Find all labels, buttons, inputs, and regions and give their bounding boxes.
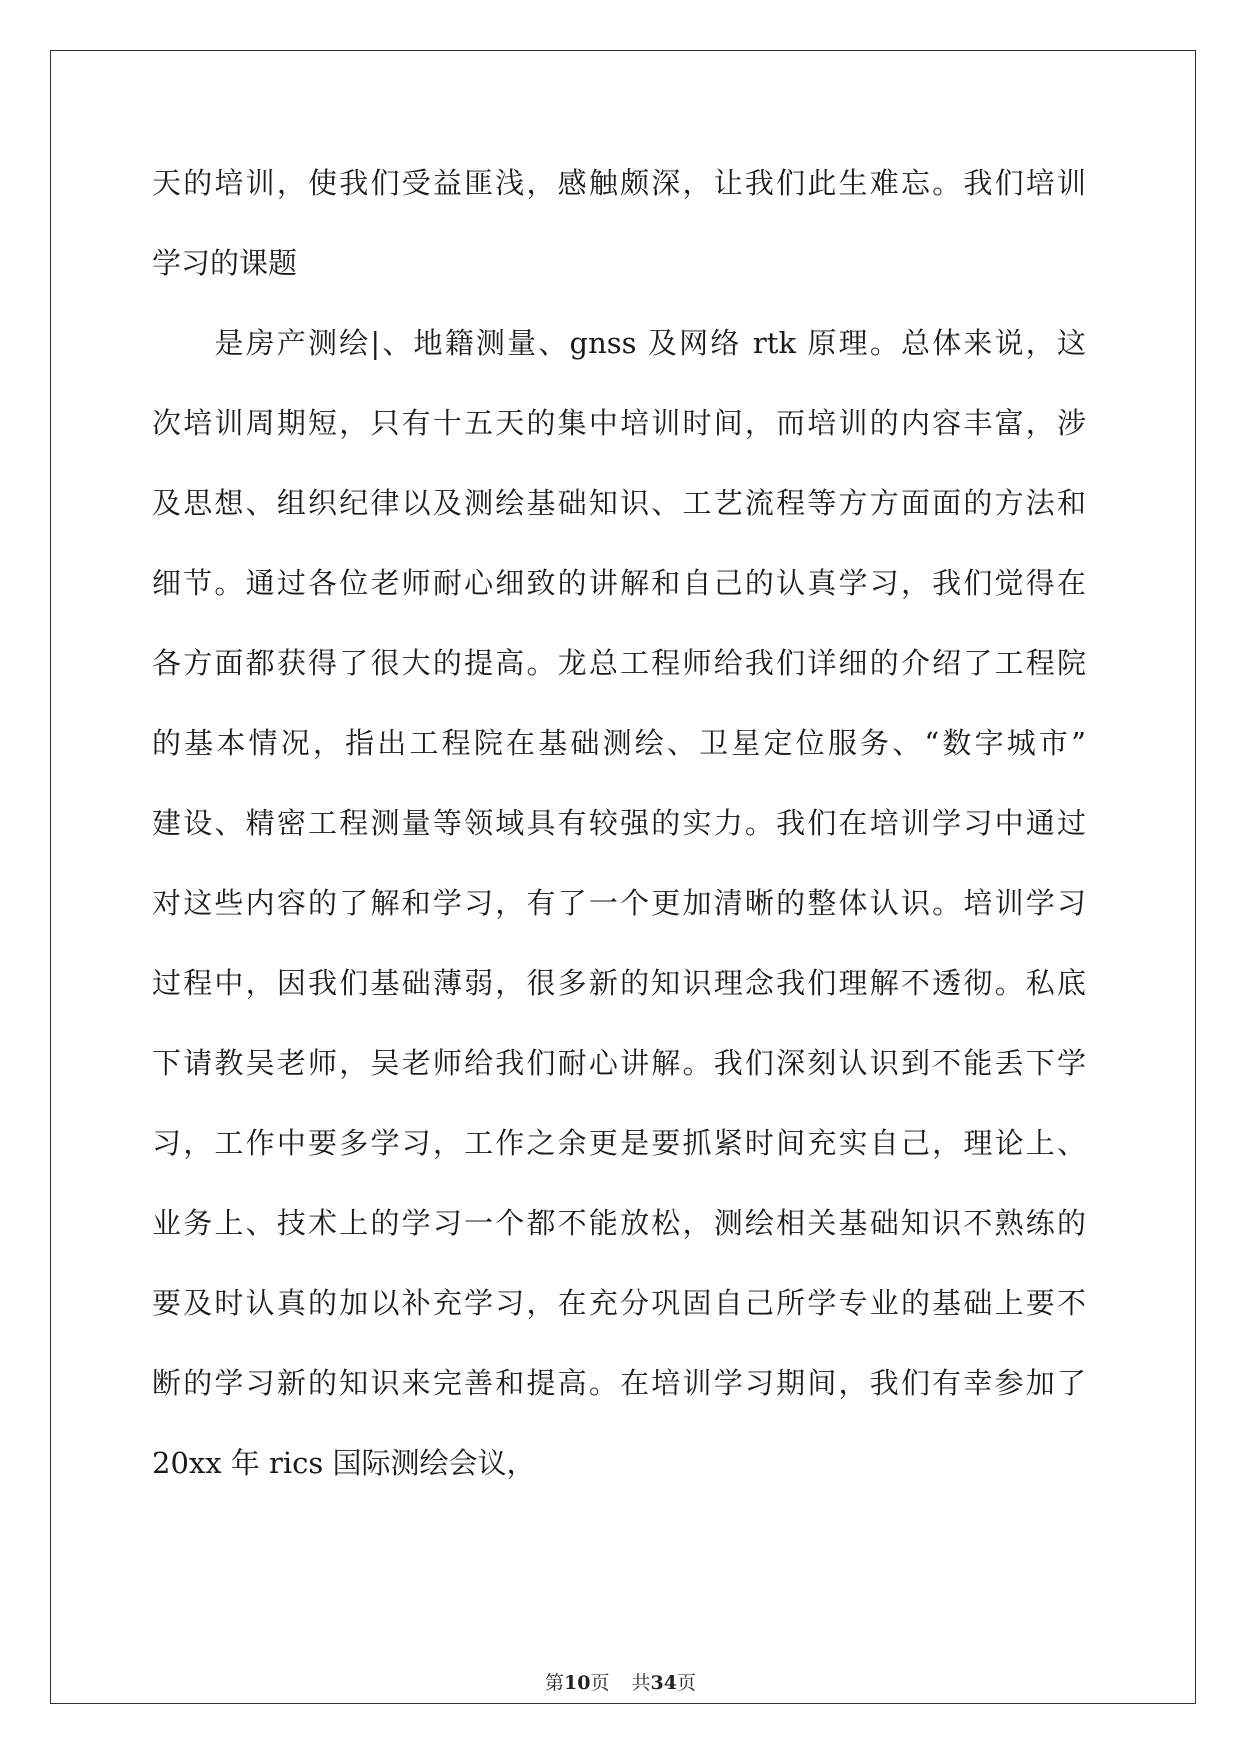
text-line: 及思想、组织纪律以及测绘基础知识、工艺流程等方方面面的方法和 [152, 486, 1086, 520]
total-pages: 34 [650, 1672, 677, 1694]
text-line: 各方面都获得了很大的提高。龙总工程师给我们详细的介绍了工程院 [152, 646, 1086, 680]
page-prefix: 第 [545, 1672, 565, 1694]
text-line: 建设、精密工程测量等领域具有较强的实力。我们在培训学习中通过 [152, 806, 1086, 840]
page-footer [0, 1668, 1241, 1695]
text-line: 是房产测绘|、地籍测量、gnss 及网络 rtk 原理。总体来说，这 [152, 326, 1086, 360]
text-line: 下请教吴老师，吴老师给我们耐心讲解。我们深刻认识到不能丢下学 [152, 1046, 1086, 1080]
text-line: 断的学习新的知识来完善和提高。在培训学习期间，我们有幸参加了 [152, 1366, 1086, 1400]
text-line: 天的培训，使我们受益匪浅，感触颇深，让我们此生难忘。我们培训 [152, 166, 1086, 200]
text-line: 学习的课题 [152, 246, 298, 280]
document-body [152, 163, 1086, 1523]
text-line: 过程中，因我们基础薄弱，很多新的知识理念我们理解不透彻。私底 [152, 966, 1086, 1000]
page-suffix: 页 [590, 1672, 610, 1694]
page-number: 10 [564, 1672, 591, 1694]
text-line: 对这些内容的了解和学习，有了一个更加清晰的整体认识。培训学习 [152, 886, 1086, 920]
text-line: 要及时认真的加以补充学习，在充分巩固自己所学专业的基础上要不 [152, 1286, 1086, 1320]
text-line: 业务上、技术上的学习一个都不能放松，测绘相关基础知识不熟练的 [152, 1206, 1086, 1240]
total-prefix: 共 [631, 1672, 651, 1694]
total-suffix: 页 [676, 1672, 696, 1694]
text-line: 习，工作中要多学习，工作之余更是要抓紧时间充实自己，理论上、 [152, 1126, 1086, 1160]
text-line: 的基本情况，指出工程院在基础测绘、卫星定位服务、“数字城市” [152, 726, 1086, 760]
text-line: 20xx 年 rics 国际测绘会议， [152, 1446, 536, 1480]
text-line: 次培训周期短，只有十五天的集中培训时间，而培训的内容丰富，涉 [152, 406, 1086, 440]
text-line: 细节。通过各位老师耐心细致的讲解和自己的认真学习，我们觉得在 [152, 566, 1086, 600]
